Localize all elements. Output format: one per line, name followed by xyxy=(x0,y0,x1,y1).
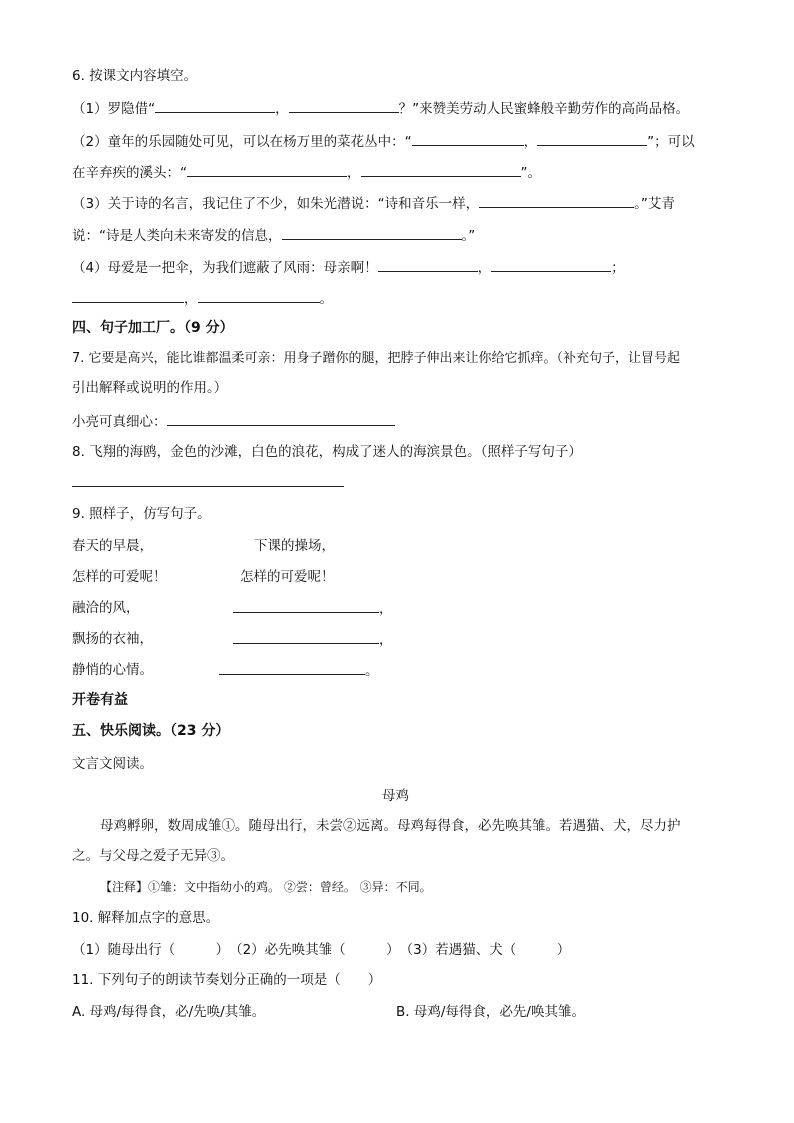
poem-title: 母鸡 xyxy=(382,788,409,804)
q9-c1r2: 怎样的可爱呢！ xyxy=(72,569,167,585)
q6-s3-d: 。” xyxy=(461,228,476,244)
q9-r3-end: ， xyxy=(379,601,393,617)
passage-line1: 母鸡孵卵，数周成雏①。随母出行，未尝②远离。母鸡每得食，必先唤其雏。若遇猫、犬，尽力护 xyxy=(100,818,681,834)
q6-s4-blank2[interactable] xyxy=(491,257,611,272)
q9-r4-answer xyxy=(233,629,393,650)
q6-sub4 xyxy=(72,257,625,278)
q6-s2-blank1[interactable] xyxy=(412,131,524,146)
q6-s2-a: （2）童年的乐园随处可见，可以在杨万里的菜花丛中：“ xyxy=(72,134,412,150)
q6-s4-a: （4）母爱是一把伞，为我们遮蔽了风雨：母亲啊！ xyxy=(72,260,378,276)
kaijuan-heading: 开卷有益 xyxy=(72,692,128,708)
q9-c2r1: 下课的操场， xyxy=(254,538,335,554)
q6-s1-blank1[interactable] xyxy=(155,98,275,113)
q9-r5-end: 。 xyxy=(365,663,379,679)
q10-items: （1）随母出行（ ） （2）必先唤其雏（ ） （3）若遇猫、犬（ ） xyxy=(72,942,571,958)
q6-s1-a: （1）罗隐借“ xyxy=(72,101,156,117)
q7-line2: 引出解释或说明的作用。） xyxy=(72,380,228,396)
q6-s4-blank1[interactable] xyxy=(378,257,478,272)
q6-s3-blank2[interactable] xyxy=(282,225,462,240)
passage-line2: 之。与父母之爱子无异③。 xyxy=(72,848,234,864)
q7-prompt: 小亮可真细心： xyxy=(72,414,167,430)
q6-sub4-cont xyxy=(72,288,333,309)
q6-sub3 xyxy=(72,193,675,214)
q9-r4-end: ， xyxy=(379,632,393,648)
q8-line1: 8. 飞翔的海鸥，金色的沙滩，白色的浪花，构成了迷人的海滨景色。（照样子写句子） xyxy=(72,444,582,460)
q6-s2-blank3[interactable] xyxy=(187,162,347,177)
q6-s2-c: ”；可以 xyxy=(647,134,695,150)
q6-s4-blank3[interactable] xyxy=(72,288,184,303)
q9-r4-blank[interactable] xyxy=(233,629,379,644)
q6-s1-b: ， xyxy=(275,101,289,117)
q9-r3: 融洽的风， xyxy=(72,600,140,616)
q7-answer xyxy=(72,411,395,432)
q6-s4-blank4[interactable] xyxy=(198,288,320,303)
q6-sub3-cont xyxy=(72,225,475,246)
q6-s4-b: ， xyxy=(477,260,492,276)
q9-r5: 静悄的心情。 xyxy=(72,662,153,678)
q7-blank[interactable] xyxy=(167,411,395,426)
q6-s2-blank4[interactable] xyxy=(361,162,521,177)
q6-s2-f: ”。 xyxy=(520,165,541,181)
q11-option-a[interactable]: A. 母鸡/每得食，必/先唤/其雏。 xyxy=(72,1004,266,1020)
q9-c1r1: 春天的早晨， xyxy=(72,538,153,554)
q6-s4-d: ， xyxy=(184,291,198,307)
q6-s1-blank2[interactable] xyxy=(289,98,399,113)
q9-c2r2: 怎样的可爱呢！ xyxy=(240,569,335,585)
q6-s3-blank1[interactable] xyxy=(479,193,634,208)
q6-title: 6. 按课文内容填空。 xyxy=(72,68,198,84)
q9-r3-blank[interactable] xyxy=(233,598,379,613)
q6-s3-b: 。”艾青 xyxy=(634,196,675,212)
q6-sub2-cont xyxy=(72,162,541,183)
q9-r5-answer xyxy=(219,660,379,681)
q10-title: 10. 解释加点字的意思。 xyxy=(72,910,220,926)
wenyan-label: 文言文阅读。 xyxy=(72,756,153,772)
section5-title: 五、快乐阅读。（23 分） xyxy=(72,723,230,739)
q6-s2-d: 在辛弃疾的溪头：“ xyxy=(72,165,187,181)
q6-s2-e: ， xyxy=(347,165,361,181)
q9-title: 9. 照样子，仿写句子。 xyxy=(72,506,211,522)
q9-r3-answer xyxy=(233,598,393,619)
q6-sub1 xyxy=(72,98,689,119)
passage-note: 【注释】①雏：文中指幼小的鸡。 ②尝：曾经。 ③异：不同。 xyxy=(100,880,432,894)
q6-sub2 xyxy=(72,131,695,152)
q6-s3-a: （3）关于诗的名言，我记住了不少，如朱光潜说：“诗和音乐一样， xyxy=(72,196,480,212)
q9-r4: 飘扬的衣袖， xyxy=(72,631,153,647)
q6-s4-c: ； xyxy=(611,260,625,276)
q6-s2-blank2[interactable] xyxy=(537,131,647,146)
q9-r5-blank[interactable] xyxy=(219,660,365,675)
q6-s1-c: ？”来赞美劳动人民蜜蜂般辛勤劳作的高尚品格。 xyxy=(398,101,690,117)
section4-title: 四、句子加工厂。（9 分） xyxy=(72,320,234,336)
q6-s2-b: ， xyxy=(523,134,538,150)
q7-line1: 7. 它要是高兴，能比谁都温柔可亲：用身子蹭你的腿，把脖子伸出来让你给它抓痒。（补充句子，让冒号起 xyxy=(72,351,681,366)
q8-blank[interactable] xyxy=(72,472,344,487)
q11-option-b[interactable]: B. 母鸡/每得食，必先/唤其雏。 xyxy=(396,1004,585,1020)
q11-title: 11. 下列句子的朗读节奏划分正确的一项是（ ） xyxy=(72,972,382,988)
q6-s4-e: 。 xyxy=(319,291,333,307)
q6-s3-c: 说：“诗是人类向未来寄发的信息， xyxy=(72,228,282,244)
q8-answer xyxy=(72,472,344,493)
